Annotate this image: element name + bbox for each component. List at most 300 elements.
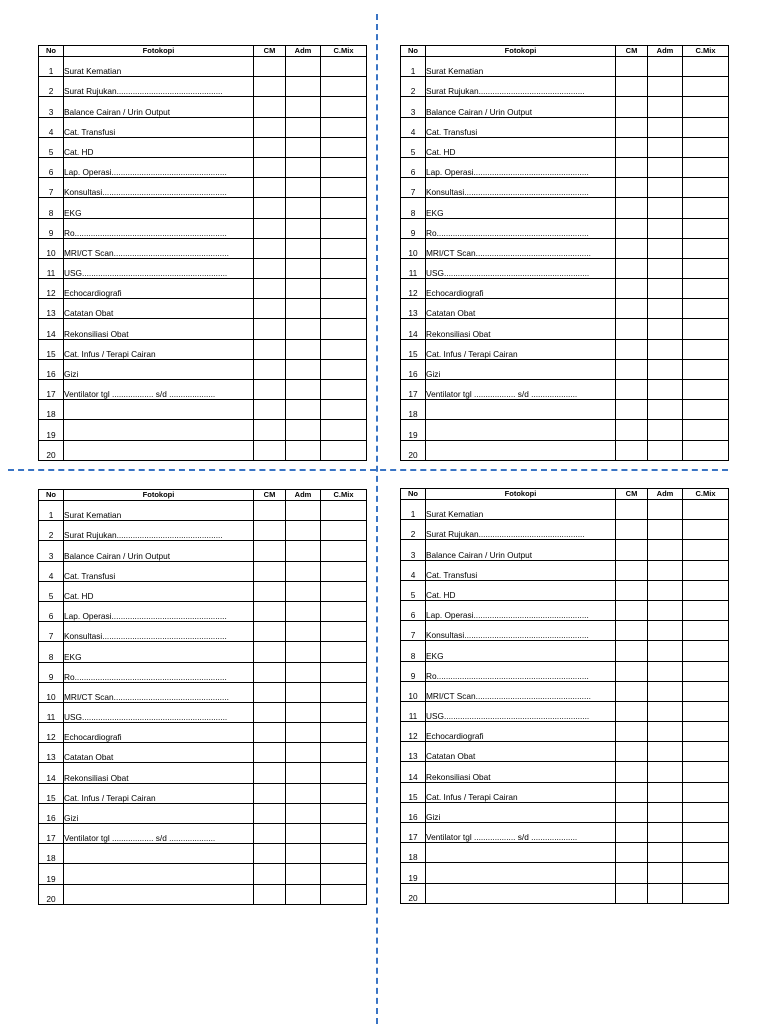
header-no: No (401, 489, 426, 500)
row-item-label: Konsultasi...................................................... (426, 178, 616, 198)
check-adm-cell (648, 621, 683, 641)
check-adm-cell (286, 117, 321, 137)
table-row (39, 198, 367, 218)
row-number: 7 (39, 622, 64, 642)
check-cm-cell (616, 97, 648, 117)
check-cm-cell (616, 77, 648, 97)
check-cm-cell (254, 723, 286, 743)
check-adm-cell (648, 641, 683, 661)
row-item-label: Catatan Obat (426, 742, 616, 762)
table-row (39, 380, 367, 400)
check-cm-cell (616, 319, 648, 339)
check-cm-cell (254, 864, 286, 884)
check-cmix-cell (321, 763, 367, 783)
row-number: 4 (401, 560, 426, 580)
check-cmix-cell (683, 823, 729, 843)
check-adm-cell (286, 702, 321, 722)
row-item-label (64, 864, 254, 884)
row-item-label: Ro.................................................................. (426, 661, 616, 681)
row-item-label: Surat Kematian (426, 500, 616, 520)
row-item-label: Ventilator tgl .................. s/d .................... (64, 380, 254, 400)
check-cmix-cell (683, 299, 729, 319)
check-cmix-cell (321, 380, 367, 400)
check-cmix-cell (321, 601, 367, 621)
check-adm-cell (648, 440, 683, 460)
row-item-label: Echocardiografi (426, 722, 616, 742)
fotokopi-checklist-table (38, 45, 367, 461)
check-adm-cell (286, 682, 321, 702)
check-cmix-cell (683, 238, 729, 258)
check-adm-cell (648, 540, 683, 560)
header-cmix: C.Mix (321, 46, 367, 57)
row-number: 5 (401, 580, 426, 600)
table-row (401, 722, 729, 742)
row-number: 11 (401, 701, 426, 721)
check-adm-cell (648, 299, 683, 319)
check-adm-cell (286, 279, 321, 299)
table-row (39, 137, 367, 157)
check-cm-cell (616, 279, 648, 299)
row-number: 14 (39, 319, 64, 339)
check-adm-cell (286, 137, 321, 157)
check-cmix-cell (321, 440, 367, 460)
row-number: 4 (39, 561, 64, 581)
table-row (401, 560, 729, 580)
check-cm-cell (254, 783, 286, 803)
check-cm-cell (616, 600, 648, 620)
header-cm: CM (254, 46, 286, 57)
check-cmix-cell (321, 117, 367, 137)
table-row (401, 157, 729, 177)
row-number: 13 (39, 299, 64, 319)
check-cmix-cell (683, 701, 729, 721)
table-row (39, 824, 367, 844)
check-cmix-cell (321, 824, 367, 844)
row-item-label: EKG (64, 642, 254, 662)
row-number: 19 (401, 420, 426, 440)
row-number: 14 (39, 763, 64, 783)
row-item-label: Ventilator tgl .................. s/d .................... (426, 380, 616, 400)
row-number: 12 (401, 279, 426, 299)
row-item-label: Surat Kematian (64, 501, 254, 521)
check-cm-cell (616, 641, 648, 661)
row-number: 2 (401, 520, 426, 540)
table-row (401, 198, 729, 218)
check-cm-cell (254, 258, 286, 278)
check-cm-cell (616, 621, 648, 641)
row-item-label: USG............................................................... (64, 258, 254, 278)
check-cm-cell (616, 742, 648, 762)
check-adm-cell (648, 762, 683, 782)
row-item-label (426, 400, 616, 420)
check-cm-cell (254, 743, 286, 763)
table-row (39, 400, 367, 420)
check-cm-cell (616, 400, 648, 420)
check-cm-cell (254, 824, 286, 844)
check-cmix-cell (321, 178, 367, 198)
header-cmix: C.Mix (683, 46, 729, 57)
check-cm-cell (616, 258, 648, 278)
row-number: 19 (401, 863, 426, 883)
row-number: 15 (401, 782, 426, 802)
check-cm-cell (616, 57, 648, 77)
row-item-label: Cat. HD (64, 581, 254, 601)
check-cm-cell (254, 561, 286, 581)
check-adm-cell (286, 258, 321, 278)
check-cmix-cell (321, 299, 367, 319)
check-cmix-cell (321, 420, 367, 440)
table-row (401, 883, 729, 903)
row-item-label: Balance Cairan / Urin Output (426, 97, 616, 117)
row-item-label: Balance Cairan / Urin Output (426, 540, 616, 560)
check-cm-cell (254, 57, 286, 77)
table-row (39, 702, 367, 722)
row-number: 10 (39, 682, 64, 702)
check-cmix-cell (683, 883, 729, 903)
header-cmix: C.Mix (683, 489, 729, 500)
check-cm-cell (616, 380, 648, 400)
row-item-label: Ventilator tgl .................. s/d .................... (64, 824, 254, 844)
table-row (401, 77, 729, 97)
header-no: No (39, 490, 64, 501)
table-row (39, 279, 367, 299)
row-item-label: Lap. Operasi.................................................. (64, 157, 254, 177)
row-item-label: Cat. HD (426, 580, 616, 600)
check-cmix-cell (321, 743, 367, 763)
table-row (39, 622, 367, 642)
check-cmix-cell (683, 540, 729, 560)
table-row (39, 57, 367, 77)
check-cmix-cell (321, 400, 367, 420)
check-cm-cell (616, 500, 648, 520)
check-cmix-cell (683, 279, 729, 299)
table-row (401, 701, 729, 721)
header-fotokopi: Fotokopi (426, 489, 616, 500)
row-item-label: Cat. Transfusi (64, 561, 254, 581)
check-cm-cell (616, 701, 648, 721)
table-row (401, 641, 729, 661)
row-number: 1 (401, 57, 426, 77)
row-item-label: Gizi (64, 803, 254, 823)
row-number: 20 (401, 440, 426, 460)
check-cmix-cell (683, 520, 729, 540)
row-number: 5 (39, 581, 64, 601)
row-item-label: Echocardiografi (426, 279, 616, 299)
table-row (401, 742, 729, 762)
table-row (39, 884, 367, 904)
check-cm-cell (254, 581, 286, 601)
row-number: 6 (401, 600, 426, 620)
check-cm-cell (616, 440, 648, 460)
row-number: 6 (39, 601, 64, 621)
row-number: 2 (39, 521, 64, 541)
check-cmix-cell (683, 681, 729, 701)
row-item-label: Ro.................................................................. (426, 218, 616, 238)
check-cm-cell (254, 157, 286, 177)
check-adm-cell (648, 742, 683, 762)
check-adm-cell (648, 883, 683, 903)
table-row (401, 843, 729, 863)
check-cmix-cell (321, 844, 367, 864)
table-row (401, 299, 729, 319)
row-item-label: Lap. Operasi.................................................. (426, 600, 616, 620)
check-cm-cell (616, 178, 648, 198)
check-cm-cell (616, 520, 648, 540)
check-cm-cell (254, 642, 286, 662)
row-item-label: Gizi (426, 802, 616, 822)
table-row (401, 97, 729, 117)
check-cmix-cell (683, 440, 729, 460)
check-adm-cell (648, 57, 683, 77)
check-cmix-cell (683, 117, 729, 137)
check-cmix-cell (321, 783, 367, 803)
check-adm-cell (648, 520, 683, 540)
row-item-label: Cat. Infus / Terapi Cairan (64, 783, 254, 803)
table-row (401, 621, 729, 641)
header-cm: CM (616, 489, 648, 500)
table-row (401, 580, 729, 600)
check-cm-cell (616, 823, 648, 843)
check-adm-cell (286, 319, 321, 339)
table-row (39, 803, 367, 823)
check-cmix-cell (321, 581, 367, 601)
header-fotokopi: Fotokopi (64, 46, 254, 57)
table-row (401, 238, 729, 258)
row-item-label: Rekonsiliasi Obat (426, 319, 616, 339)
check-cm-cell (254, 380, 286, 400)
check-adm-cell (648, 600, 683, 620)
check-cm-cell (254, 541, 286, 561)
check-adm-cell (648, 157, 683, 177)
check-cm-cell (616, 762, 648, 782)
table-row (39, 864, 367, 884)
check-cmix-cell (683, 560, 729, 580)
check-adm-cell (648, 782, 683, 802)
check-cmix-cell (683, 400, 729, 420)
check-cmix-cell (321, 622, 367, 642)
row-item-label (426, 883, 616, 903)
row-item-label: Surat Rujukan.............................................. (64, 521, 254, 541)
check-cm-cell (616, 661, 648, 681)
check-cmix-cell (321, 561, 367, 581)
check-adm-cell (648, 722, 683, 742)
table-row (401, 782, 729, 802)
row-number: 17 (401, 380, 426, 400)
check-adm-cell (286, 642, 321, 662)
check-cmix-cell (683, 157, 729, 177)
check-cm-cell (616, 843, 648, 863)
header-no: No (401, 46, 426, 57)
check-cm-cell (616, 681, 648, 701)
row-number: 18 (401, 400, 426, 420)
row-item-label (64, 844, 254, 864)
table-row (401, 279, 729, 299)
row-item-label: Surat Kematian (64, 57, 254, 77)
check-adm-cell (286, 57, 321, 77)
row-item-label: EKG (64, 198, 254, 218)
check-adm-cell (648, 319, 683, 339)
row-number: 10 (39, 238, 64, 258)
row-number: 15 (39, 783, 64, 803)
table-row (39, 440, 367, 460)
row-item-label: Cat. Transfusi (426, 560, 616, 580)
row-item-label: Catatan Obat (64, 743, 254, 763)
table-row (39, 117, 367, 137)
table-row (401, 117, 729, 137)
check-adm-cell (648, 420, 683, 440)
check-cm-cell (254, 218, 286, 238)
check-cm-cell (254, 137, 286, 157)
check-adm-cell (648, 137, 683, 157)
check-adm-cell (286, 440, 321, 460)
check-cm-cell (254, 400, 286, 420)
table-row (401, 802, 729, 822)
row-item-label: Cat. HD (426, 137, 616, 157)
row-item-label: Gizi (426, 359, 616, 379)
check-cmix-cell (321, 864, 367, 884)
check-adm-cell (286, 77, 321, 97)
check-adm-cell (286, 178, 321, 198)
row-item-label: Cat. Infus / Terapi Cairan (426, 782, 616, 802)
row-number: 14 (401, 319, 426, 339)
check-cmix-cell (683, 178, 729, 198)
check-adm-cell (648, 661, 683, 681)
check-adm-cell (648, 802, 683, 822)
check-cmix-cell (683, 97, 729, 117)
check-cm-cell (616, 883, 648, 903)
row-item-label: Balance Cairan / Urin Output (64, 541, 254, 561)
table-row (39, 299, 367, 319)
row-number: 15 (401, 339, 426, 359)
row-item-label: Lap. Operasi.................................................. (426, 157, 616, 177)
check-cmix-cell (321, 642, 367, 662)
check-cmix-cell (683, 198, 729, 218)
check-adm-cell (286, 561, 321, 581)
check-cm-cell (254, 198, 286, 218)
row-item-label: Echocardiografi (64, 723, 254, 743)
check-adm-cell (286, 238, 321, 258)
row-number: 4 (401, 117, 426, 137)
row-number: 7 (39, 178, 64, 198)
check-cm-cell (616, 802, 648, 822)
row-number: 13 (401, 742, 426, 762)
table-row (39, 521, 367, 541)
check-adm-cell (648, 843, 683, 863)
check-cm-cell (254, 501, 286, 521)
row-number: 17 (401, 823, 426, 843)
check-cm-cell (254, 702, 286, 722)
row-item-label: Ro.................................................................. (64, 218, 254, 238)
check-adm-cell (648, 681, 683, 701)
check-cmix-cell (321, 803, 367, 823)
check-adm-cell (286, 97, 321, 117)
row-number: 3 (401, 97, 426, 117)
header-adm: Adm (648, 489, 683, 500)
check-cmix-cell (683, 380, 729, 400)
row-item-label: Cat. Infus / Terapi Cairan (426, 339, 616, 359)
row-item-label: Konsultasi...................................................... (64, 178, 254, 198)
row-number: 1 (39, 57, 64, 77)
table-row (39, 601, 367, 621)
check-cmix-cell (321, 682, 367, 702)
table-row (401, 380, 729, 400)
check-cm-cell (254, 440, 286, 460)
table-row (401, 258, 729, 278)
check-adm-cell (286, 622, 321, 642)
header-fotokopi: Fotokopi (426, 46, 616, 57)
check-cmix-cell (683, 500, 729, 520)
check-adm-cell (648, 580, 683, 600)
check-cm-cell (254, 238, 286, 258)
check-adm-cell (286, 601, 321, 621)
row-number: 20 (401, 883, 426, 903)
row-item-label: Cat. Infus / Terapi Cairan (64, 339, 254, 359)
check-adm-cell (286, 359, 321, 379)
check-cm-cell (254, 662, 286, 682)
row-item-label: Echocardiografi (64, 279, 254, 299)
row-item-label: USG............................................................... (426, 701, 616, 721)
check-adm-cell (286, 380, 321, 400)
vertical-cut-line (376, 14, 378, 1024)
row-number: 17 (39, 824, 64, 844)
row-number: 15 (39, 339, 64, 359)
check-adm-cell (648, 500, 683, 520)
check-cmix-cell (321, 723, 367, 743)
check-cm-cell (616, 218, 648, 238)
table-row (401, 823, 729, 843)
table-row (401, 218, 729, 238)
table-row (39, 561, 367, 581)
fotokopi-checklist-table (38, 489, 367, 905)
check-cmix-cell (683, 600, 729, 620)
row-number: 8 (39, 198, 64, 218)
row-item-label: Cat. Transfusi (64, 117, 254, 137)
check-cmix-cell (321, 77, 367, 97)
row-number: 9 (39, 662, 64, 682)
check-adm-cell (648, 560, 683, 580)
header-adm: Adm (286, 46, 321, 57)
row-number: 7 (401, 621, 426, 641)
form-bottom-right (400, 488, 729, 904)
check-cmix-cell (683, 621, 729, 641)
check-adm-cell (648, 279, 683, 299)
table-row (401, 137, 729, 157)
table-row (401, 863, 729, 883)
row-number: 12 (401, 722, 426, 742)
fotokopi-checklist-table (400, 45, 729, 461)
check-cmix-cell (321, 541, 367, 561)
check-cm-cell (254, 359, 286, 379)
check-adm-cell (286, 198, 321, 218)
check-cm-cell (254, 117, 286, 137)
check-cmix-cell (683, 782, 729, 802)
check-cmix-cell (321, 702, 367, 722)
check-cm-cell (254, 319, 286, 339)
form-top-right (400, 45, 729, 461)
table-row (401, 661, 729, 681)
table-row (39, 178, 367, 198)
table-row (401, 57, 729, 77)
check-adm-cell (648, 400, 683, 420)
check-cmix-cell (683, 802, 729, 822)
table-row (39, 723, 367, 743)
row-number: 11 (39, 258, 64, 278)
header-cmix: C.Mix (321, 490, 367, 501)
check-cm-cell (254, 844, 286, 864)
row-item-label (64, 400, 254, 420)
check-cm-cell (254, 682, 286, 702)
check-adm-cell (286, 501, 321, 521)
